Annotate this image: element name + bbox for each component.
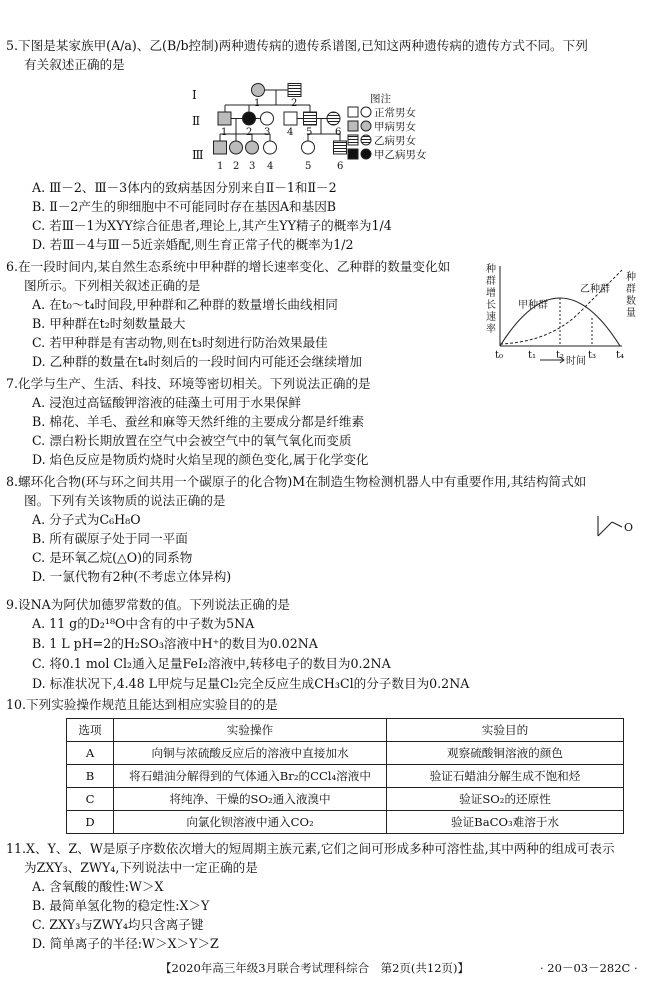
row-a-option: A bbox=[67, 742, 114, 765]
q5-option-d[interactable]: D. 若Ⅲ－4与Ⅲ－5近亲婚配,则生育正常子代的概率为1/2 bbox=[32, 237, 354, 252]
tick-t3: t₃ bbox=[588, 350, 597, 361]
iii-6-num: 6 bbox=[337, 161, 344, 172]
ii-3-female bbox=[261, 112, 274, 125]
y-left-label-5: 速 bbox=[486, 312, 496, 323]
ii-1-num: 1 bbox=[221, 127, 228, 138]
q8-stem-line2: 图。下列有关该物质的说法正确的是 bbox=[24, 493, 226, 508]
q6-stem-line1: 6.在一段时间内,某自然生态系统中甲种群的增长速率变化、乙种群的数量变化如 bbox=[6, 259, 451, 274]
row-b-operation: 将石蜡油分解得到的气体通入Br₂的CCl₄溶液中 bbox=[114, 765, 387, 788]
q8-stem-line1: 8.螺环化合物(环与环之间共用一个碳原子的化合物)M在制造生物检测机器人中有重要作用,其结构简式如 bbox=[6, 474, 587, 489]
q7-option-c[interactable]: C. 漂白粉长期放置在空气中会被空气中的氧气氧化而变质 bbox=[32, 433, 352, 448]
x-axis-label: 时间 bbox=[566, 356, 586, 367]
iii-3-num: 3 bbox=[249, 161, 256, 172]
ii-2-num: 2 bbox=[246, 127, 253, 138]
footer-code: · 20－03－282C · bbox=[540, 961, 638, 975]
legend-title: 图注 bbox=[370, 93, 391, 105]
spiro-molecule-structure bbox=[594, 512, 644, 542]
q11-option-c[interactable]: C. ZXY₃与ZWY₄均只含离子键 bbox=[32, 917, 204, 932]
y-right-label-1: 种 bbox=[626, 272, 636, 283]
row-d-option: D bbox=[67, 811, 114, 834]
q9-option-d[interactable]: D. 标准状况下,4.48 L甲烷与足量Cl₂完全反应生成CH₃Cl的分子数目为0.2NA bbox=[32, 676, 470, 691]
q9-stem: 9.设NA为阿伏加德罗常数的值。下列说法正确的是 bbox=[6, 597, 291, 612]
legend-disease-a: 甲病男女 bbox=[374, 121, 416, 133]
table-header-row bbox=[67, 719, 624, 742]
q5-option-b[interactable]: B. Ⅱ－2产生的卵细胞中不可能同时存在基因A和基因B bbox=[32, 199, 337, 214]
ii-5-num: 5 bbox=[306, 127, 313, 138]
i-1-female bbox=[252, 84, 265, 97]
q10-stem: 10.下列实验操作规范且能达到相应实验目的的是 bbox=[6, 697, 278, 712]
header-option: 选项 bbox=[67, 719, 114, 742]
row-c-option: C bbox=[67, 788, 114, 811]
legend-both: 甲乙病男女 bbox=[374, 149, 427, 161]
y-right-label-3: 数 bbox=[626, 296, 636, 307]
q8-option-d[interactable]: D. 一氯代物有2种(不考虑立体异构) bbox=[32, 569, 232, 584]
q6-stem-line2: 图所示。下列相关叙述正确的是 bbox=[24, 278, 201, 293]
q7-option-a[interactable]: A. 浸泡过高锰酸钾溶液的硅藻土可用于水果保鲜 bbox=[32, 395, 301, 410]
q8-option-b[interactable]: B. 所有碳原子处于同一平面 bbox=[32, 531, 188, 546]
q9-option-c[interactable]: C. 将0.1 mol Cl₂通入足量FeI₂溶液中,转移电子的数目为0.2NA bbox=[32, 656, 391, 671]
iii-4-num: 4 bbox=[267, 161, 274, 172]
header-operation: 实验操作 bbox=[114, 719, 387, 742]
q9-option-a[interactable]: A. 11 g的D₂¹⁸O中含有的中子数为5NA bbox=[32, 616, 255, 631]
q11-stem-line2: 为ZXY₃、ZWY₄,下列说法中一定正确的是 bbox=[24, 860, 258, 875]
row-c-purpose: 验证SO₂的还原性 bbox=[387, 788, 624, 811]
q7-stem: 7.化学与生产、生活、科技、环境等密切相关。下列说法正确的是 bbox=[6, 376, 371, 391]
row-a-operation: 向铜与浓硫酸反应后的溶液中直接加水 bbox=[114, 742, 387, 765]
gen-1-label: Ⅰ bbox=[192, 88, 197, 102]
row-a-purpose: 观察硫酸铜溶液的颜色 bbox=[387, 742, 624, 765]
iii-1-male bbox=[214, 141, 227, 154]
y-left-label-1: 种 bbox=[486, 264, 496, 275]
table-row bbox=[67, 765, 624, 788]
ii-6-female bbox=[327, 112, 340, 125]
tick-t0: t₀ bbox=[495, 350, 504, 361]
ii-4-male bbox=[284, 112, 297, 125]
q11-stem-line1: 11.X、Y、Z、W是原子序数依次增大的短周期主族元素,它们之间可形成多种可溶性盐,其中两种的组成可表示 bbox=[6, 841, 615, 856]
table-row bbox=[67, 811, 624, 834]
i-1-num: 1 bbox=[254, 98, 261, 109]
row-c-operation: 将纯净、干燥的SO₂通入液溴中 bbox=[114, 788, 387, 811]
legend-normal: 正常男女 bbox=[374, 107, 416, 119]
experiment-table bbox=[66, 718, 624, 834]
table-row bbox=[67, 742, 624, 765]
ii-2-female bbox=[243, 112, 256, 125]
gen-2-label: Ⅱ bbox=[192, 114, 201, 128]
q5-stem-line1: 5.下图是某家族甲(A/a)、乙(B/b控制)两种遗传病的遗传系谱图,已知这两种遗传病的遗传方式不同。下列 bbox=[6, 38, 588, 53]
ii-3-num: 3 bbox=[264, 127, 271, 138]
row-d-purpose: 验证BaCO₃难溶于水 bbox=[387, 811, 624, 834]
iii-2-female bbox=[230, 141, 243, 154]
q5-option-a[interactable]: A. Ⅲ－2、Ⅲ－3体内的致病基因分别来自Ⅱ－1和Ⅱ－2 bbox=[32, 180, 337, 195]
y-right-label-2: 群 bbox=[626, 284, 636, 295]
series-a-label: 甲种群 bbox=[518, 300, 548, 311]
population-growth-chart bbox=[480, 258, 642, 370]
y-left-label-3: 增 bbox=[486, 288, 496, 299]
q5-stem-line2: 有关叙述正确的是 bbox=[24, 57, 125, 72]
iii-3-female bbox=[246, 141, 259, 154]
q6-option-d[interactable]: D. 乙种群的数量在t₄时刻后的一段时间内可能还会继续增加 bbox=[32, 354, 363, 369]
row-b-option: B bbox=[67, 765, 114, 788]
iii-2-num: 2 bbox=[233, 161, 240, 172]
q6-option-c[interactable]: C. 若甲种群是有害动物,则在t₃时刻进行防治效果最佳 bbox=[32, 335, 328, 350]
i-2-num: 2 bbox=[291, 98, 298, 109]
ii-1-male bbox=[218, 112, 231, 125]
q8-option-a[interactable]: A. 分子式为C₆H₈O bbox=[32, 512, 141, 527]
legend-disease-b: 乙病男女 bbox=[374, 135, 416, 147]
y-left-label-2: 群 bbox=[486, 276, 496, 287]
y-left-label-6: 率 bbox=[486, 324, 496, 335]
q7-option-d[interactable]: D. 焰色反应是物质灼烧时火焰呈现的颜色变化,属于化学变化 bbox=[32, 452, 369, 467]
y-right-label-4: 量 bbox=[626, 308, 636, 319]
iii-1-num: 1 bbox=[217, 161, 224, 172]
pedigree-legend bbox=[348, 93, 427, 161]
tick-t1: t₁ bbox=[528, 350, 537, 361]
q11-option-a[interactable]: A. 含氧酸的酸性:W＞X bbox=[32, 879, 164, 894]
iii-4-female bbox=[264, 141, 277, 154]
footer-title: 【2020年高三年级3月联合考试理科综合 第2页(共12页)】 bbox=[160, 961, 470, 975]
ii-4-num: 4 bbox=[287, 127, 294, 138]
ii-6-num: 6 bbox=[335, 127, 342, 138]
row-d-operation: 向氯化钡溶液中通入CO₂ bbox=[114, 811, 387, 834]
q5-option-c[interactable]: C. 若Ⅲ－1为XYY综合征患者,理论上,其产生YY精子的概率为1/4 bbox=[32, 218, 392, 233]
q7-option-b[interactable]: B. 棉花、羊毛、蚕丝和麻等天然纤维的主要成分都是纤维素 bbox=[32, 414, 365, 429]
row-b-purpose: 验证石蜡油分解生成不饱和烃 bbox=[387, 765, 624, 788]
ii-5-male bbox=[304, 112, 317, 125]
q11-option-b[interactable]: B. 最简单氢化物的稳定性:X＞Y bbox=[32, 898, 210, 913]
table-row bbox=[67, 788, 624, 811]
q9-option-b[interactable]: B. 1 L pH=2的H₂SO₃溶液中H⁺的数目为0.02NA bbox=[32, 636, 318, 651]
gen-3-label: Ⅲ bbox=[192, 148, 204, 162]
q6-option-b[interactable]: B. 甲种群在t₂时刻数量最大 bbox=[32, 316, 186, 331]
oxygen-label: O bbox=[624, 521, 634, 534]
iii-6-male bbox=[334, 141, 347, 154]
tick-t2: t₂ bbox=[556, 350, 565, 361]
q8-option-c[interactable]: C. 是环氧乙烷(△O)的同系物 bbox=[32, 550, 193, 565]
series-b-label: 乙种群 bbox=[580, 284, 610, 295]
iii-5-female bbox=[302, 141, 315, 154]
y-left-label-4: 长 bbox=[486, 300, 496, 311]
q11-option-d[interactable]: D. 简单离子的半径:W＞X＞Y＞Z bbox=[32, 936, 219, 951]
iii-5-num: 5 bbox=[305, 161, 312, 172]
i-2-male bbox=[288, 84, 301, 97]
q6-option-a[interactable]: A. 在t₀～t₄时间段,甲种群和乙种群的数量增长曲线相同 bbox=[32, 297, 338, 312]
tick-t4: t₄ bbox=[616, 350, 625, 361]
header-purpose: 实验目的 bbox=[387, 719, 624, 742]
pedigree-chart bbox=[190, 78, 480, 178]
